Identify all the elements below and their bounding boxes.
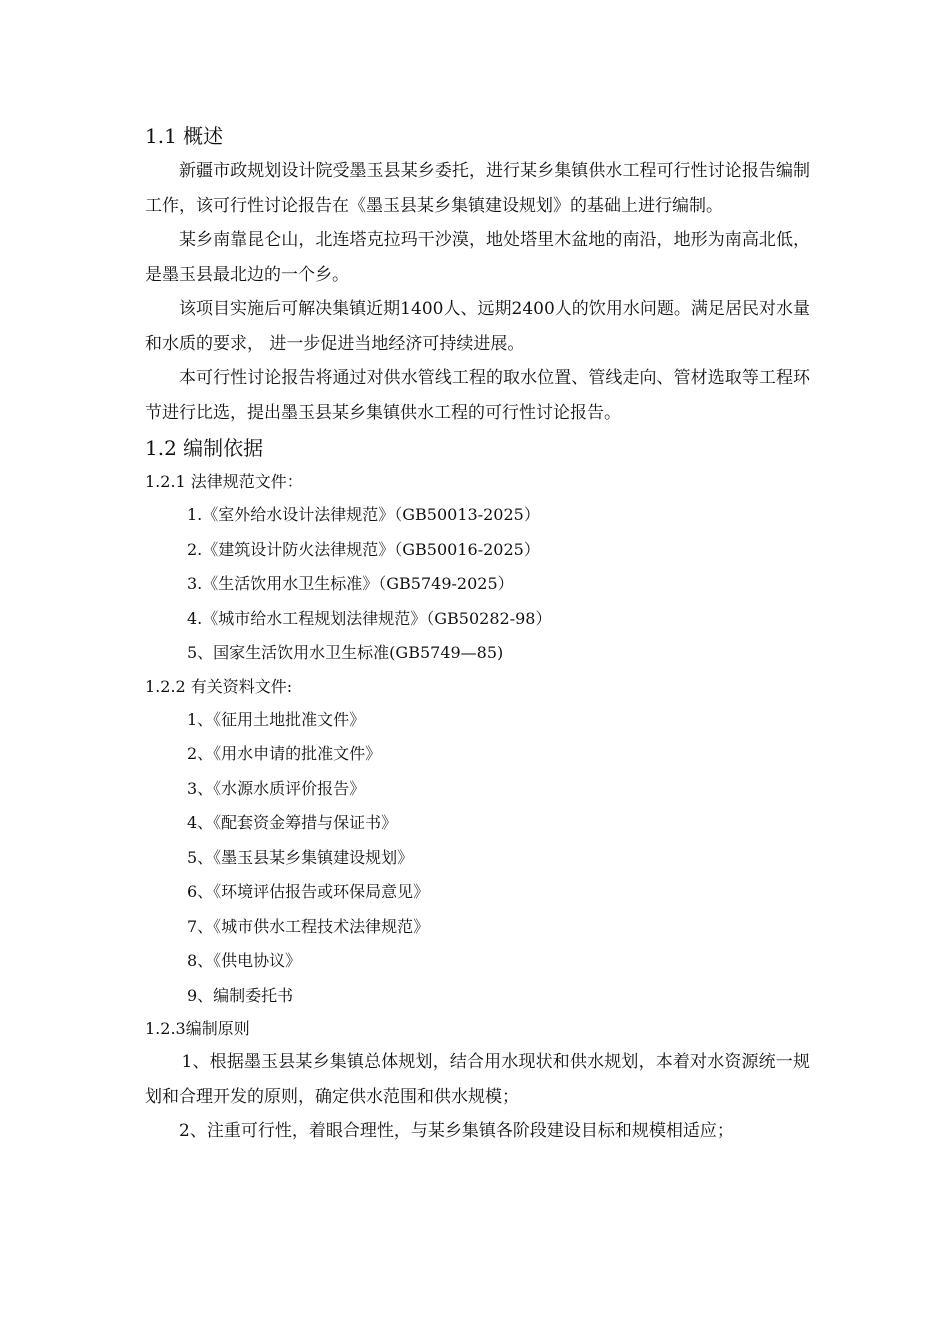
list-item: 2、《用水申请的批准文件》 bbox=[187, 744, 382, 763]
section-heading-1-1: 1.1 概述 bbox=[145, 124, 224, 148]
principle-paragraph-2: 2、注重可行性，着眼合理性，与某乡集镇各阶段建设目标和规模相适应； bbox=[179, 1121, 734, 1141]
overview-paragraph-3: 该项目实施后可解决集镇近期1400人、远期2400人的饮用水问题。满足居民对水量和水质的要求， 进一步促进当地经济可持续进展。 bbox=[145, 299, 810, 354]
overview-paragraph-1: 新疆市政规划设计院受墨玉县某乡委托，进行某乡集镇供水工程可行性讨论报告编制工作，该可行性讨论报告在《墨玉县某乡集镇建设规划》的基础上进行编制。 bbox=[145, 161, 810, 216]
list-item: 8、《供电协议》 bbox=[187, 951, 302, 970]
list-item: 1、《征用土地批准文件》 bbox=[187, 709, 366, 729]
list-item: 1.《室外给水设计法律规范》（GB50013-2025） bbox=[187, 505, 540, 524]
list-item: 3、《水源水质评价报告》 bbox=[187, 778, 366, 798]
list-item: 9、编制委托书 bbox=[187, 985, 294, 1005]
list-item: 4、《配套资金筹措与保证书》 bbox=[187, 813, 398, 832]
subsection-heading-1-2-2: 1.2.2 有关资料文件: bbox=[145, 676, 293, 696]
section-heading-1-2: 1.2 编制依据 bbox=[145, 436, 264, 460]
overview-paragraph-2: 某乡南靠昆仑山，北连塔克拉玛干沙漠，地处塔里木盆地的南沿，地形为南高北低，是墨玉县最北边的一个乡。 bbox=[145, 230, 810, 285]
list-item: 3.《生活饮用水卫生标准》（GB5749-2025） bbox=[187, 574, 514, 593]
subsection-heading-1-2-3: 1.2.3编制原则 bbox=[145, 1019, 250, 1038]
principle-paragraph-1: 1、根据墨玉县某乡集镇总体规划，结合用水现状和供水规划，本着对水资源统一规划和合理开发的原则，确定供水范围和供水规模； bbox=[145, 1052, 810, 1107]
legal-standards-list bbox=[145, 498, 810, 671]
document-content bbox=[145, 118, 810, 1149]
list-item: 4.《城市给水工程规划法律规范》（GB50282-98） bbox=[187, 608, 552, 628]
overview-paragraph-4: 本可行性讨论报告将通过对供水管线工程的取水位置、管线走向、管材选取等工程环节进行比选，提出墨玉县某乡集镇供水工程的可行性讨论报告。 bbox=[145, 368, 810, 423]
list-item: 5、《墨玉县某乡集镇建设规划》 bbox=[187, 847, 414, 867]
list-item: 6、《环境评估报告或环保局意见》 bbox=[187, 882, 430, 901]
list-item: 7、《城市供水工程技术法律规范》 bbox=[187, 916, 430, 936]
list-item: 2.《建筑设计防火法律规范》（GB50016-2025） bbox=[187, 539, 540, 559]
list-item: 5、国家生活饮用水卫生标准(GB5749—85) bbox=[187, 643, 504, 662]
reference-documents-list bbox=[145, 703, 810, 1014]
subsection-heading-1-2-1: 1.2.1 法律规范文件： bbox=[145, 472, 303, 491]
